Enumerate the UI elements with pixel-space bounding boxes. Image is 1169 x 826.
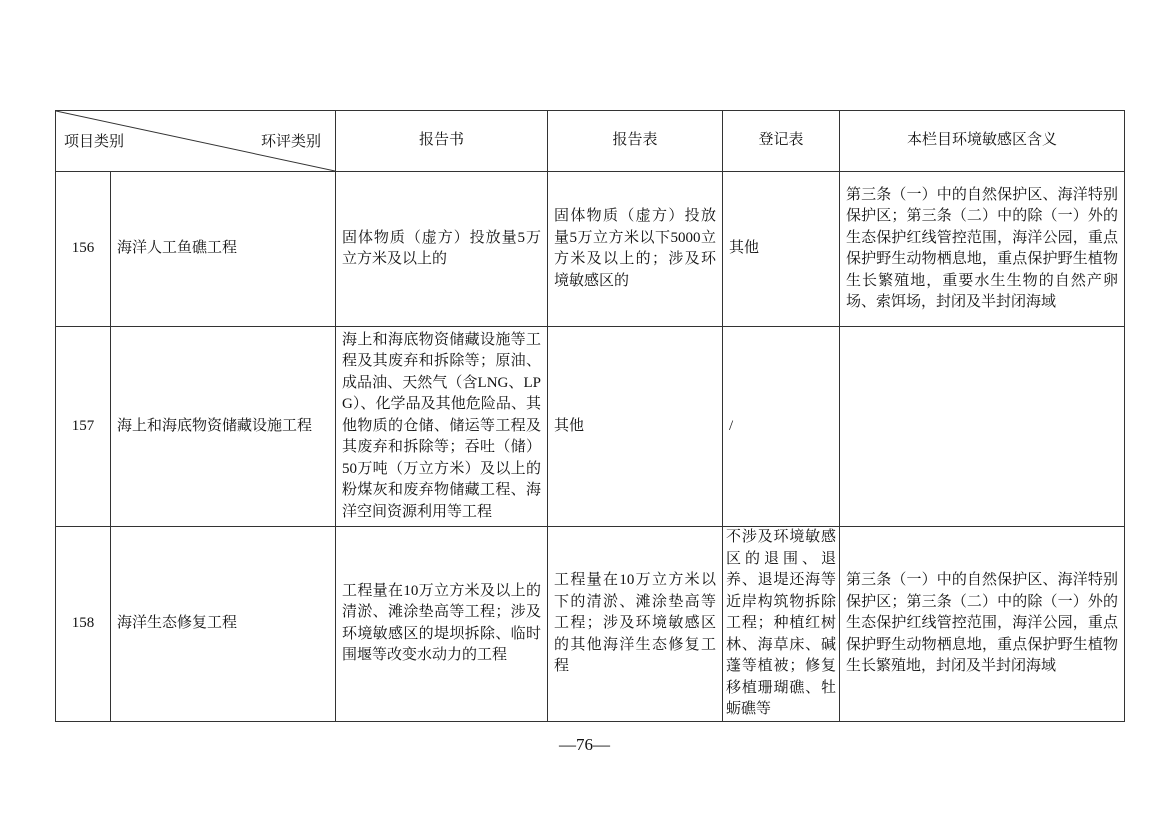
registration-form-cell: /: [723, 327, 840, 527]
sensitive-area-cell: [840, 327, 1125, 527]
table-header-row: [56, 111, 1125, 172]
report-form-header: 报告表: [548, 111, 723, 172]
project-category-header: 项目类别: [64, 134, 125, 150]
report-book-cell: 工程量在10万立方米及以上的清淤、滩涂垫高等工程；涉及环境敏感区的堤坝拆除、临时围堰等改变水动力的工程: [336, 527, 548, 722]
report-form-cell: 其他: [548, 327, 723, 527]
registration-form-cell: 不涉及环境敏感区的退围、退养、退堤还海等近岸构筑物拆除工程；种植红树林、海草床、碱蓬等植被；修复移植珊瑚礁、牡蛎礁等: [723, 527, 840, 722]
sensitive-area-cell: 第三条（一）中的自然保护区、海洋特别保护区；第三条（二）中的除（一）外的生态保护红线管控范围，海洋公园，重点保护野生动物栖息地，重点保护野生植物生长繁殖地，重要水生生物的自然产卵场、索饵场，封闭及半封闭海域: [840, 172, 1125, 327]
table-row: [56, 527, 1125, 722]
sensitive-area-header: 本栏目环境敏感区含义: [840, 111, 1125, 172]
table-row: [56, 327, 1125, 527]
report-book-header: 报告书: [336, 111, 548, 172]
registration-form-header: 登记表: [723, 111, 840, 172]
project-name: 海上和海底物资储藏设施工程: [111, 327, 336, 527]
report-book-cell: 海上和海底物资储藏设施等工程及其废弃和拆除等；原油、成品油、天然气（含LNG、LPG）、化学品及其他危险品、其他物质的仓储、储运等工程及其废弃和拆除等；吞吐（储）50万吨（万立方米）及以上的粉煤灰和废弃物储藏工程、海洋空间资源利用等工程: [336, 327, 548, 527]
diagonal-header-cell: [56, 111, 336, 172]
row-number: 157: [56, 327, 111, 527]
project-name: 海洋人工鱼礁工程: [111, 172, 336, 327]
report-form-cell: 固体物质（虚方）投放量5万立方米以下5000立方米及以上的；涉及环境敏感区的: [548, 172, 723, 327]
sensitive-area-cell: 第三条（一）中的自然保护区、海洋特别保护区；第三条（二）中的除（一）外的生态保护红线管控范围，海洋公园，重点保护野生动物栖息地，重点保护野生植物生长繁殖地，封闭及半封闭海域: [840, 527, 1125, 722]
eia-category-table: [55, 110, 1125, 722]
report-form-cell: 工程量在10万立方米以下的清淤、滩涂垫高等工程；涉及环境敏感区的其他海洋生态修复工程: [548, 527, 723, 722]
project-name: 海洋生态修复工程: [111, 527, 336, 722]
row-number: 158: [56, 527, 111, 722]
eia-category-header: 环评类别: [260, 134, 321, 150]
registration-form-cell: 其他: [723, 172, 840, 327]
row-number: 156: [56, 172, 111, 327]
page-number: —76—: [559, 735, 610, 754]
report-book-cell: 固体物质（虚方）投放量5万立方米及以上的: [336, 172, 548, 327]
table-row: [56, 172, 1125, 327]
